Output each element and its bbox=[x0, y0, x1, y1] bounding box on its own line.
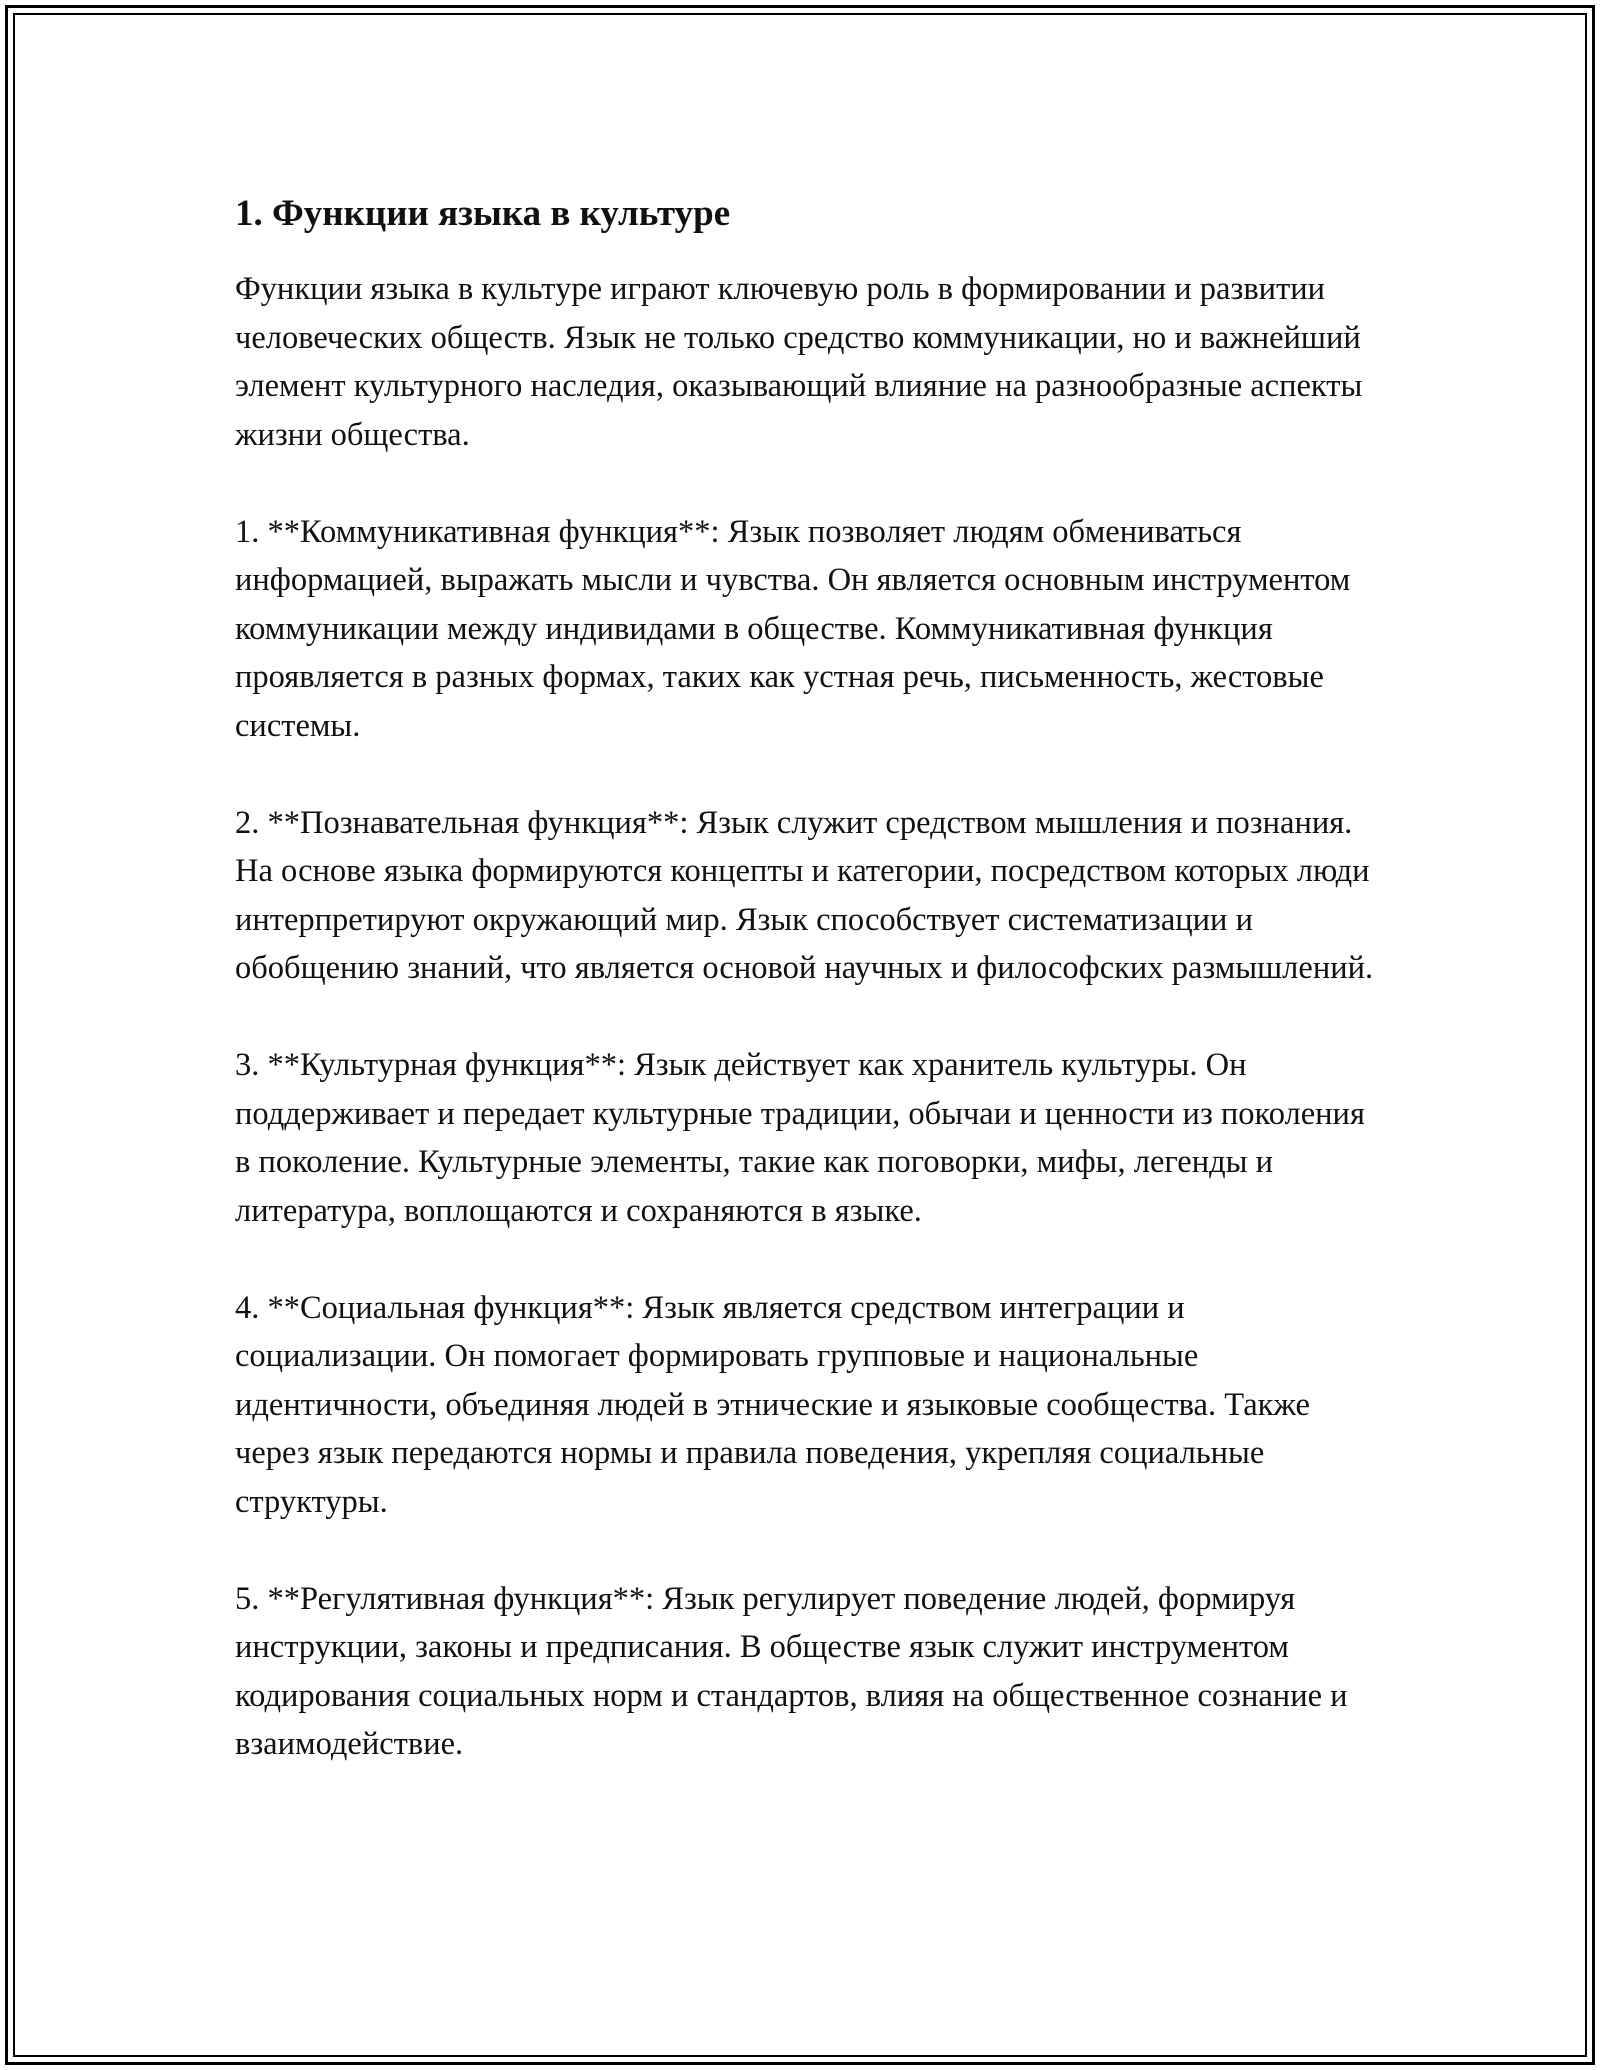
document-page bbox=[235, 188, 1375, 1769]
list-item-cultural: 3. **Культурная функция**: Язык действует как хранитель культуры. Он поддерживает и передает культурные традиции, обычаи и ценности из поколения в поколение. Культурные элементы, такие как поговорки, мифы, легенды и литература, воплощаются и сохраняются в языке. bbox=[235, 1047, 1365, 1229]
list-item-communicative: 1. **Коммуникативная функция**: Язык позволяет людям обмениваться информацией, выражать мысли и чувства. Он является основным инструментом коммуникации между индивидами в обществе. Коммуникативная функция проявляется в разных формах, таких как устная речь, письменность, жестовые системы. bbox=[235, 513, 1351, 744]
list-item-cognitive: 2. **Познавательная функция**: Язык служит средством мышления и познания. На основе языка формируются концепты и категории, посредством которых люди интерпретируют окружающий мир. Язык способствует систематизации и обобщению знаний, что является основой научных и философских размышлений. bbox=[235, 804, 1374, 986]
list-item-regulative: 5. **Регулятивная функция**: Язык регулирует поведение людей, формируя инструкции, законы и предписания. В обществе язык служит инструментом кодирования социальных норм и стандартов, влияя на общественное сознание и взаимодействие. bbox=[235, 1580, 1348, 1762]
intro-paragraph: Функции языка в культуре играют ключевую роль в формировании и развитии человеческих обществ. Язык не только средство коммуникации, но и важнейший элемент культурного наследия, оказывающий влияние на разнообразные аспекты жизни общества. bbox=[235, 271, 1363, 453]
list-item-social: 4. **Социальная функция**: Язык является средством интеграции и социализации. Он помогает формировать групповые и национальные идентичности, объединяя людей в этнические и языковые сообщества. Также через язык передаются нормы и правила поведения, укрепляя социальные структуры. bbox=[235, 1289, 1310, 1520]
document-title: 1. Функции языка в культуре bbox=[235, 193, 731, 234]
